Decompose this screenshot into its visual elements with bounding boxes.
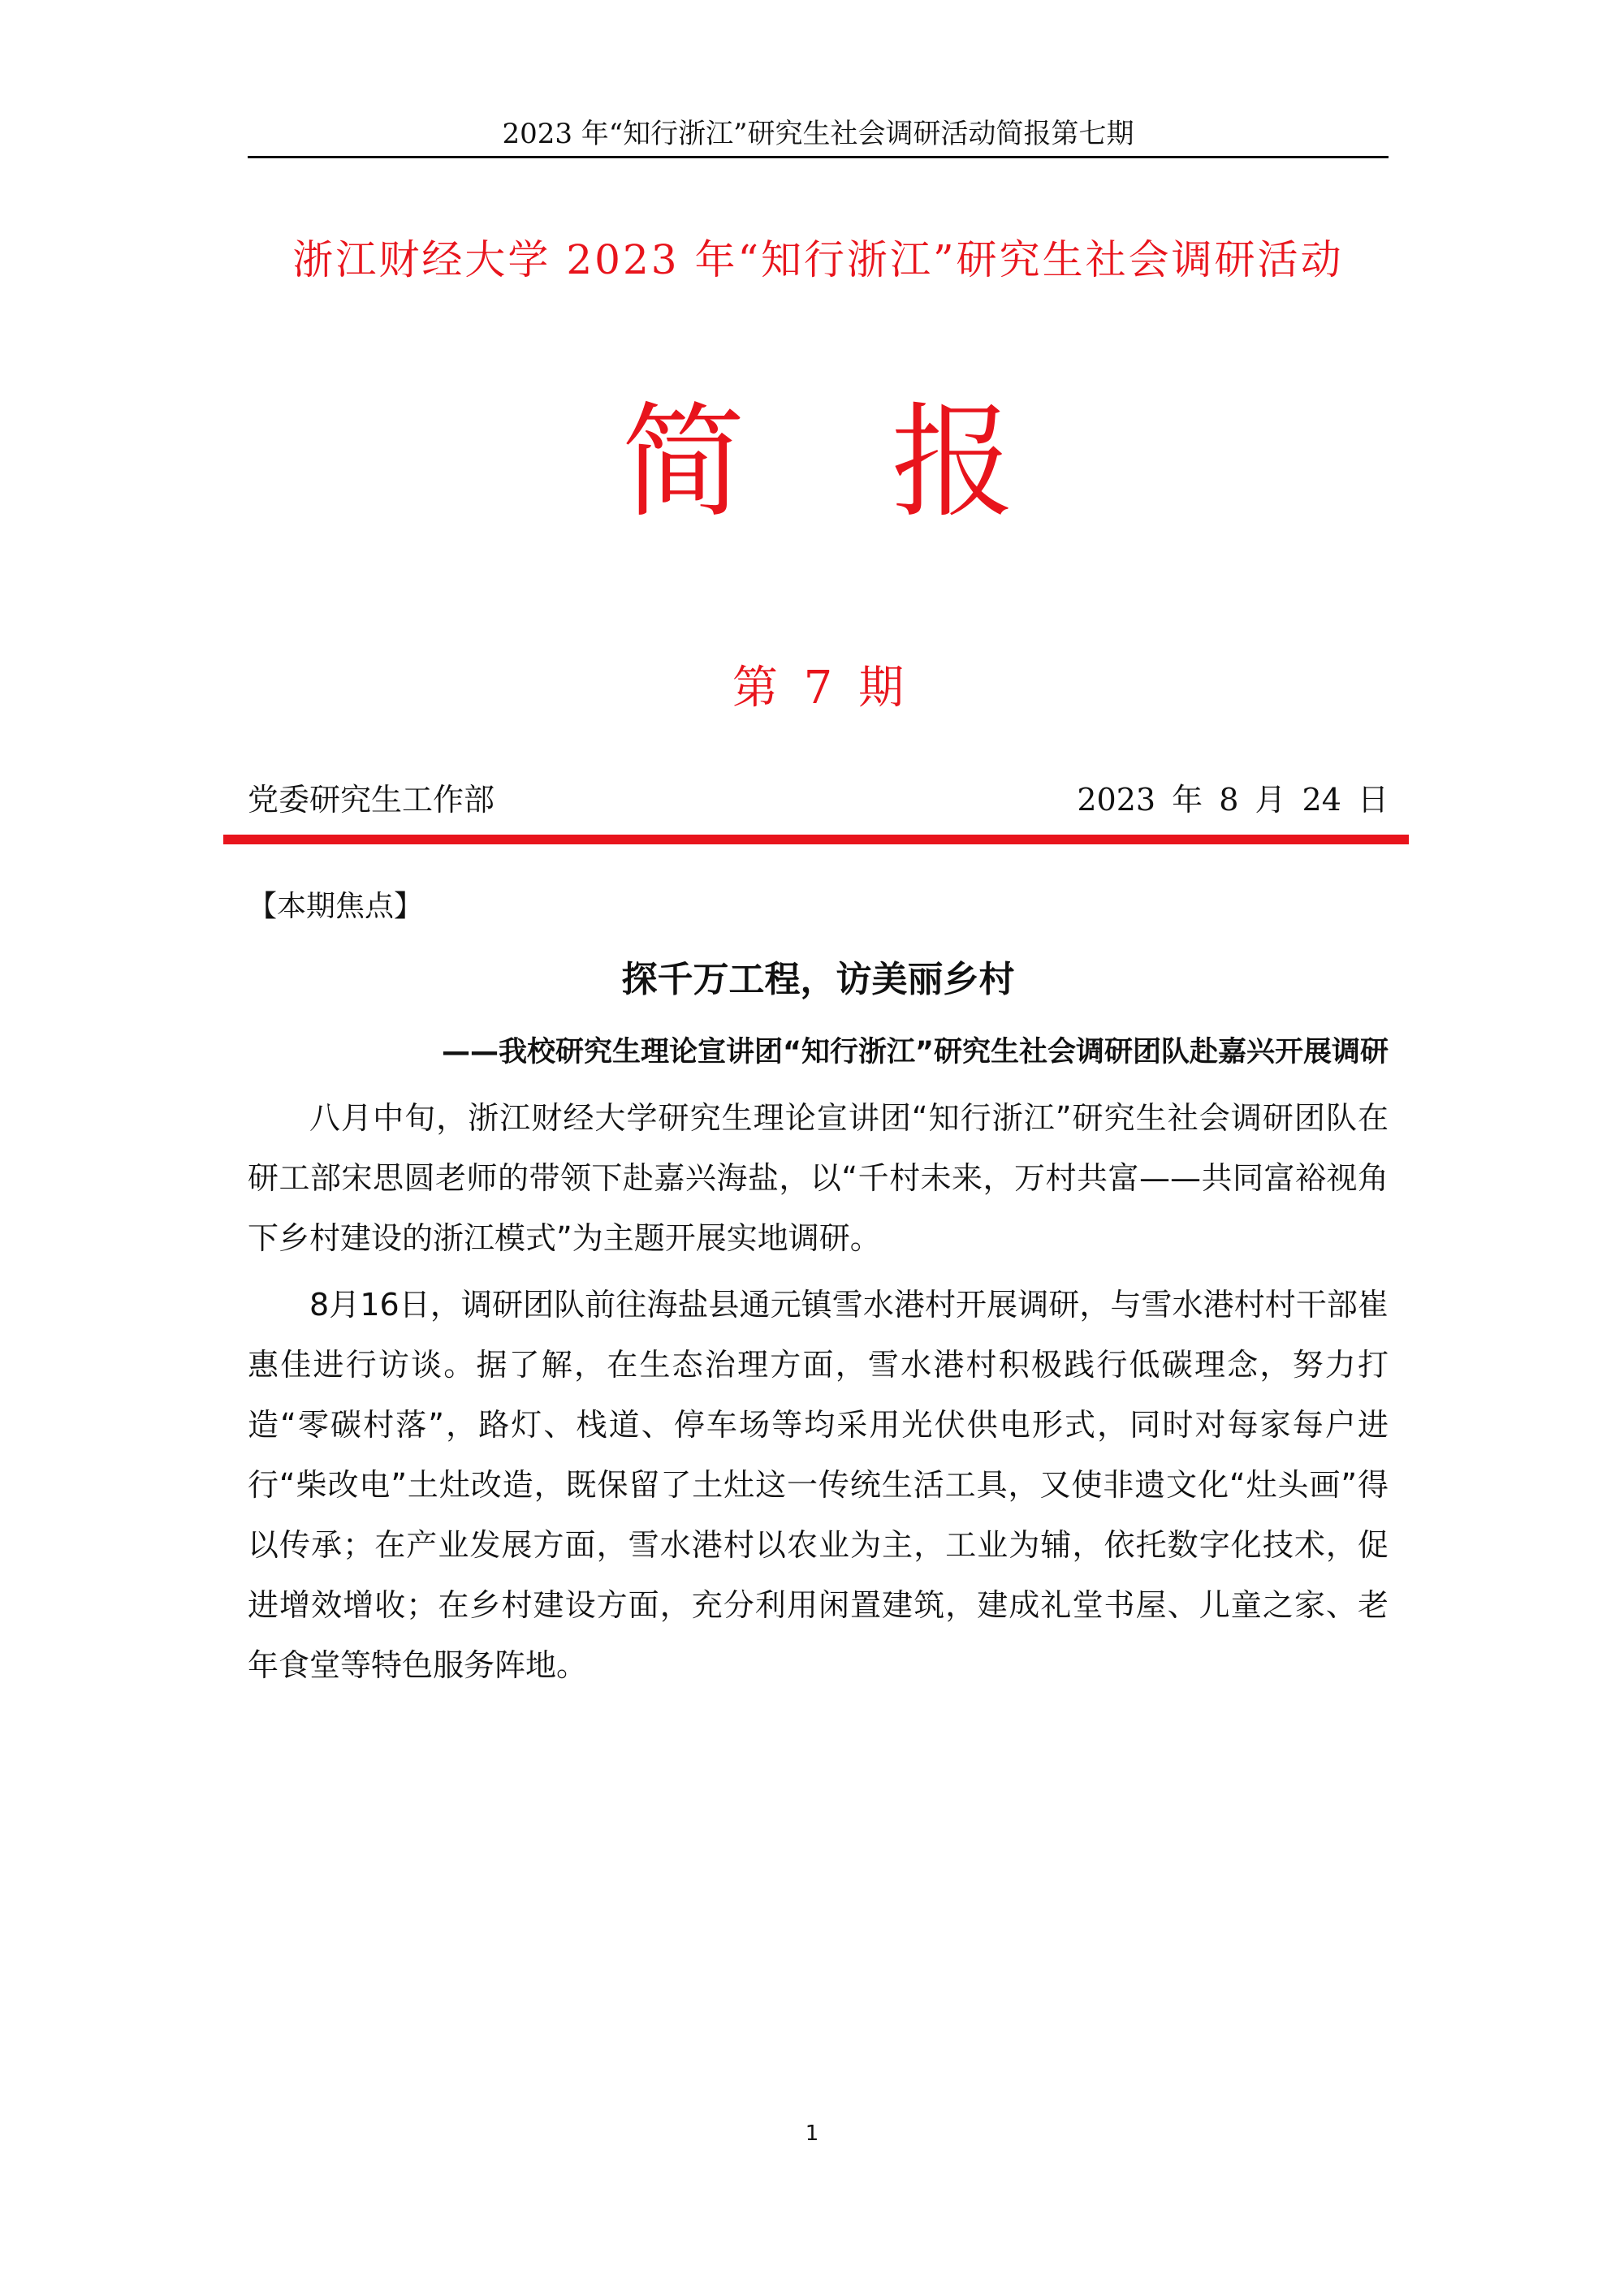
department-name: 党委研究生工作部 bbox=[248, 782, 495, 818]
article-paragraph: 八月中旬，浙江财经大学研究生理论宣讲团“知行浙江”研究生社会调研团队在研工部宋思圆老师的带领下赴嘉兴海盐，以“千村未来，万村共富——共同富裕视角下乡村建设的浙江模式”为主题开展实地调研。 bbox=[248, 1100, 1389, 1256]
article-title: 探千万工程，访美丽乡村 bbox=[621, 959, 1015, 1000]
article-paragraph: 8月16日，调研团队前往海盐县通元镇雪水港村开展调研，与雪水港村村干部崔惠佳进行访谈。据了解，在生态治理方面，雪水港村积极践行低碳理念，努力打造“零碳村落”，路灯、栈道、停车场等均采用光伏供电形式，同时对每家每户进行“柴改电”土灶改造，既保留了土灶这一传统生活工具，又使非遗文化“灶头画”得以传承；在产业发展方面，雪水港村以农业为主，工业为辅，依托数字化技术，促进增效增收；在乡村建设方面，充分利用闲置建筑，建成礼堂书屋、儿童之家、老年食堂等特色服务阵地。 bbox=[248, 1287, 1389, 1683]
masthead-meta-row bbox=[248, 775, 1389, 824]
organization-title: 浙江财经大学 2023 年“知行浙江”研究生社会调研活动 bbox=[292, 236, 1344, 283]
red-divider-rule bbox=[223, 835, 1409, 844]
running-header: 2023 年“知行浙江”研究生社会调研活动简报第七期 bbox=[502, 118, 1134, 150]
bulletin-title-char-2: 报 bbox=[891, 391, 1015, 534]
bulletin-title-char-1: 简 bbox=[621, 391, 745, 534]
issue-date: 2023 年 8 月 24 日 bbox=[1077, 782, 1389, 818]
page-number: 1 bbox=[805, 2121, 819, 2146]
section-label: 【本期焦点】 bbox=[248, 890, 424, 923]
article-subtitle: ——我校研究生理论宣讲团“知行浙江”研究生社会调研团队赴嘉兴开展调研 bbox=[441, 1036, 1389, 1068]
header-rule bbox=[248, 156, 1389, 158]
article-body bbox=[248, 1088, 1389, 1702]
issue-number: 第 7 期 bbox=[732, 662, 905, 714]
bulletin-title bbox=[248, 382, 1389, 544]
